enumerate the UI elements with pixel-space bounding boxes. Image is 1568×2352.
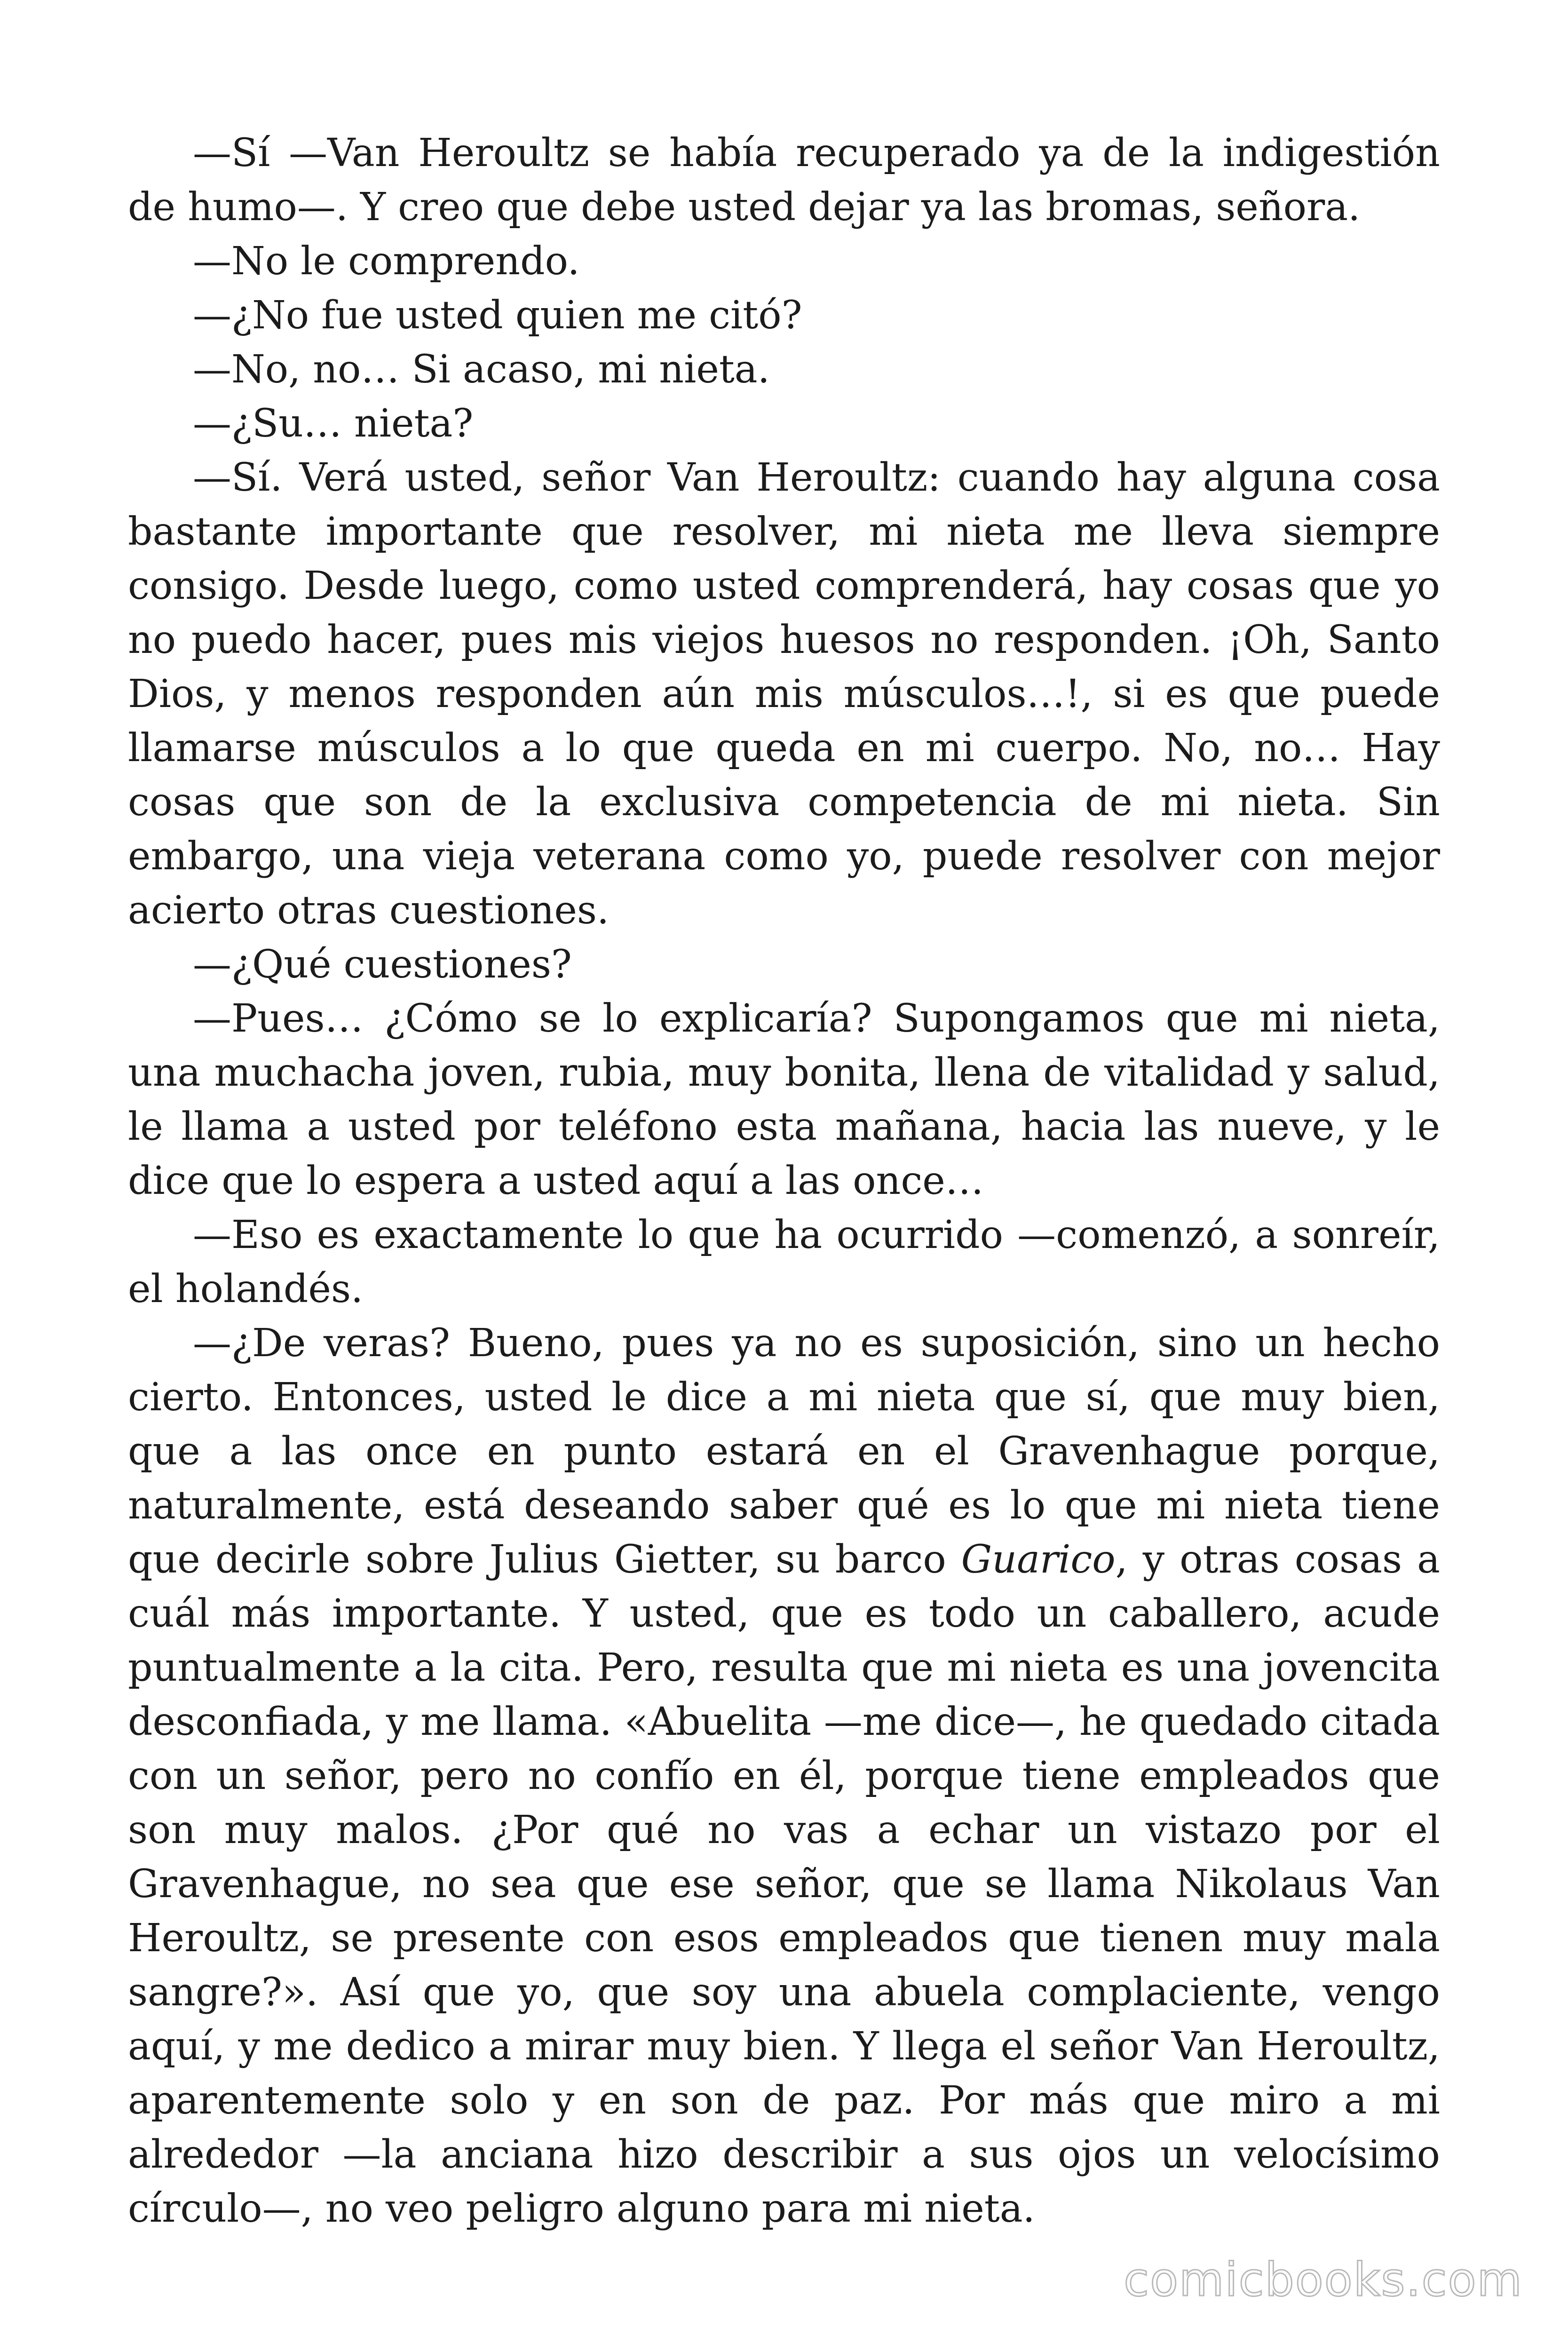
paragraph: —¿Qué cuestiones? [193,942,572,987]
paragraph-text: , y otras cosas a cuál más importante. Y usted, que es todo un caballero, acude puntualmente a la cita. Pero, resulta que mi nieta es una jovencita desconfiada, y me llama. «Abuelita —me dice—, he quedado citada con un señor, pero no confío en él, porque tiene empleados que son muy malos. ¿Por qué no vas a echar un vistazo por el Gravenhague, no sea que ese señor, que se llama Nikolaus Van Heroultz, se presente con esos empleados que tienen muy mala sangre?». Así que yo, que soy una abuela complaciente, vengo aquí, y me dedico a mirar muy bien. Y llega el señor Van Heroultz, aparentemente solo y en son de paz. Por más que miro a mi alrededor —la anciana hizo describir a sus ojos un velocísimo círculo—, no veo peligro alguno para mi nieta. [128,1537,1441,2231]
body-text [128,126,1440,2236]
paragraph: —No le comprendo. [193,239,580,284]
paragraph-text: —¿De veras? Bueno, pues ya no es suposición, sino un hecho cierto. Entonces, usted le dice a mi nieta que sí, que muy bien, que a las once en punto estará en el Gravenhague porque, naturalmente, está deseando saber qué es lo que mi nieta tiene que decirle sobre Julius Gietter, su barco [128,1321,1440,1582]
paragraph: —Sí —Van Heroultz se había recuperado ya de la indigestión de humo—. Y creo que debe usted dejar ya las bromas, señora. [128,131,1440,230]
ship-name-italic: Guarico [961,1537,1116,1582]
paragraph [128,1316,1440,2236]
paragraph: —¿No fue usted quien me citó? [193,293,802,338]
paragraph: —Sí. Verá usted, señor Van Heroultz: cuando hay alguna cosa bastante importante que resolver, mi nieta me lleva siempre consigo. Desde luego, como usted comprenderá, hay cosas que yo no puedo hacer, pues mis viejos huesos no responden. ¡Oh, Santo Dios, y menos responden aún mis músculos…!, si es que puede llamarse músculos a lo que queda en mi cuerpo. No, no… Hay cosas que son de la exclusiva competencia de mi nieta. Sin embargo, una vieja veterana como yo, puede resolver con mejor acierto otras cuestiones. [128,455,1440,933]
paragraph: —Eso es exactamente lo que ha ocurrido —comenzó, a sonreír, el holandés. [128,1213,1440,1311]
watermark: comicbooks.com [1124,2253,1523,2307]
paragraph: —No, no… Si acaso, mi nieta. [193,347,770,392]
paragraph: —Pues… ¿Cómo se lo explicaría? Supongamos que mi nieta, una muchacha joven, rubia, muy bonita, llena de vitalidad y salud, le llama a usted por teléfono esta mañana, hacia las nueve, y le dice que lo espera a usted aquí a las once… [128,996,1440,1203]
paragraph: —¿Su… nieta? [193,401,474,446]
